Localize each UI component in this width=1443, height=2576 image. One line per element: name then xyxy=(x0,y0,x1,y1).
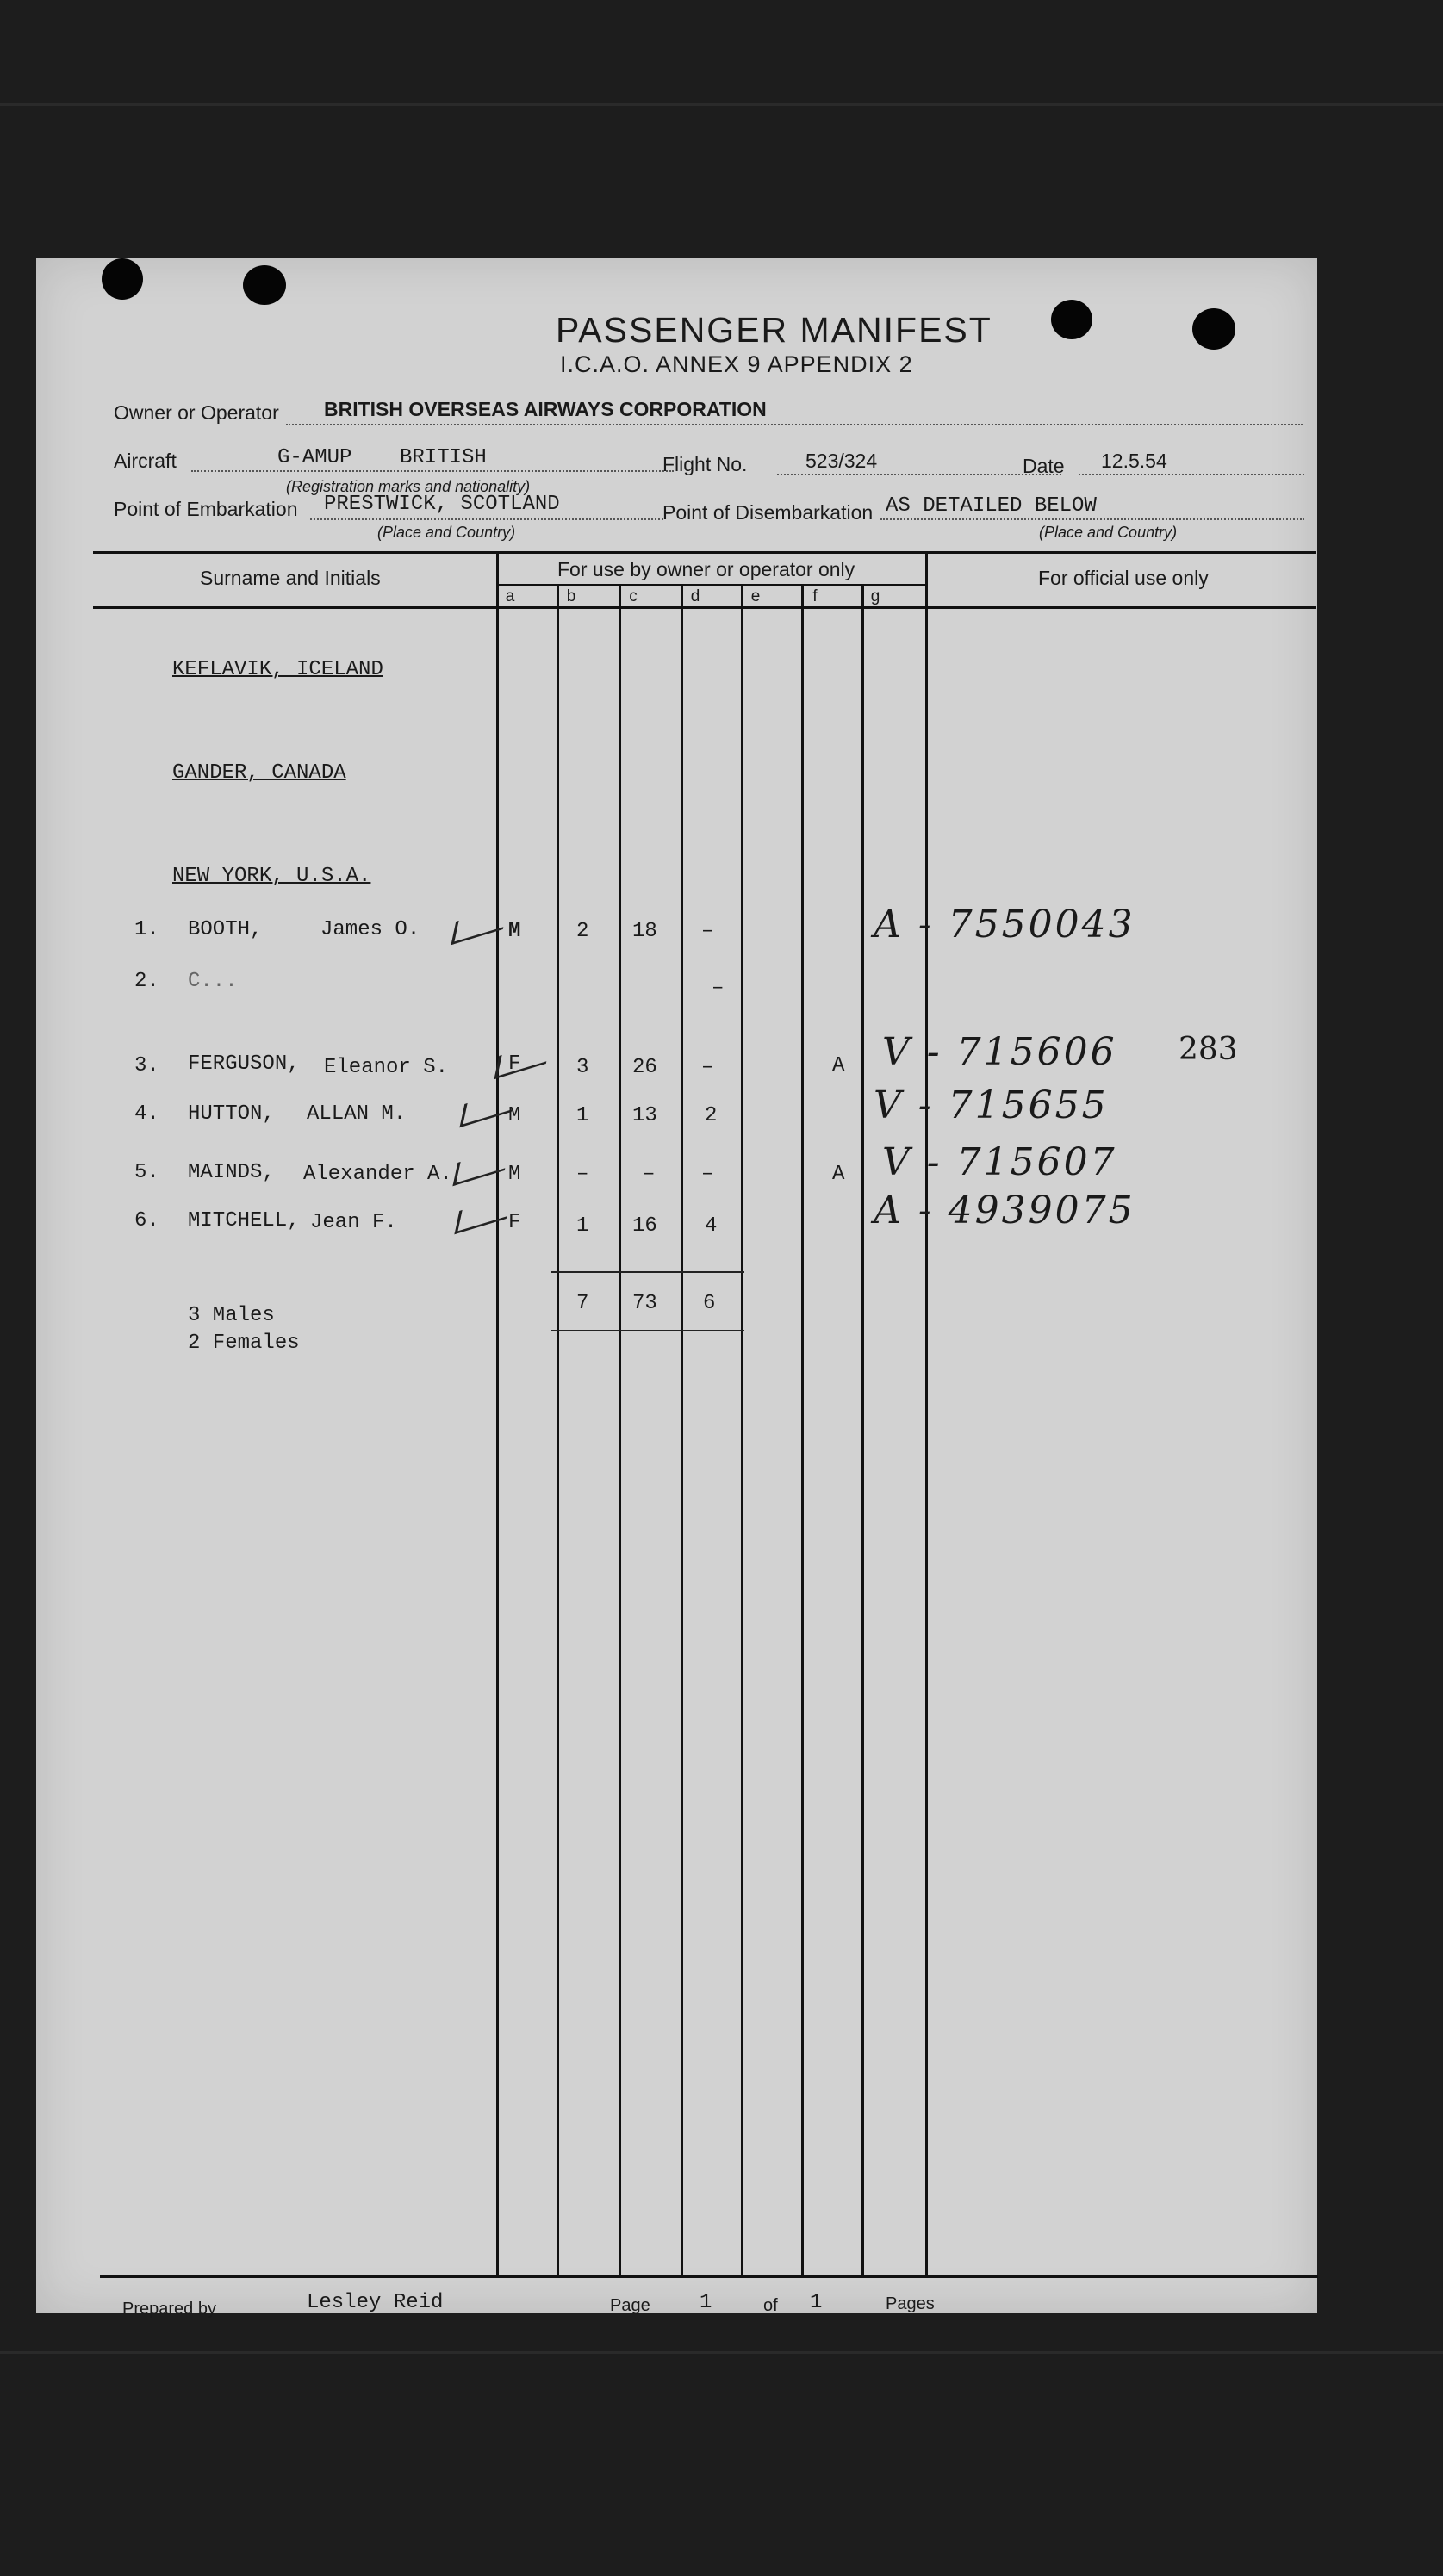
total-b: 7 xyxy=(576,1292,589,1315)
date-value: 12.5.54 xyxy=(1101,450,1167,472)
cell-c: 18 xyxy=(632,920,657,943)
cell-a: M xyxy=(508,920,521,943)
row-number: 1. xyxy=(134,918,159,941)
aircraft-nationality: BRITISH xyxy=(400,446,487,469)
col-d-header: d xyxy=(690,587,700,605)
passenger-given-name: Jean F. xyxy=(310,1211,397,1234)
check-mark xyxy=(451,906,507,945)
row-number: 2. xyxy=(134,970,159,993)
aircraft-label: Aircraft xyxy=(114,450,177,472)
total-c: 73 xyxy=(632,1292,657,1315)
embarkation-value: PRESTWICK, SCOTLAND xyxy=(324,493,560,516)
cell-b: 1 xyxy=(576,1104,589,1127)
official-number: V - 715606 xyxy=(882,1030,1117,1074)
passenger-given-name: Eleanor S. xyxy=(324,1056,449,1079)
col-surname-header: Surname and Initials xyxy=(200,567,381,589)
flight-value: 523/324 xyxy=(805,450,878,472)
col-rule xyxy=(741,584,743,2277)
page-label: Page xyxy=(610,2296,650,2315)
col-b-header: b xyxy=(566,587,576,605)
passenger-surname: MITCHELL, xyxy=(188,1209,300,1232)
pages-label: Pages xyxy=(886,2294,935,2313)
scan-artifact xyxy=(0,103,1443,106)
cell-a: F xyxy=(508,1052,521,1076)
scan-artifact xyxy=(0,2351,1443,2354)
col-rule xyxy=(496,551,499,2277)
col-f-header: f xyxy=(812,587,818,605)
ink-blot xyxy=(1192,308,1235,350)
col-rule xyxy=(619,584,621,2277)
destination-heading: NEW YORK, U.S.A. xyxy=(172,865,371,888)
flight-line xyxy=(777,474,1061,475)
cell-b: – xyxy=(576,1163,589,1186)
embarkation-note: (Place and Country) xyxy=(377,524,516,541)
embarkation-line xyxy=(310,518,663,520)
passenger-surname: BOOTH, xyxy=(188,918,263,941)
col-rule xyxy=(801,584,804,2277)
col-rule xyxy=(557,584,559,2277)
flight-label: Flight No. xyxy=(662,453,748,475)
aircraft-line xyxy=(191,470,674,472)
owner-line xyxy=(286,424,1303,425)
cell-c: 13 xyxy=(632,1104,657,1127)
ink-blot xyxy=(1051,300,1092,339)
col-e-header: e xyxy=(750,587,761,605)
prepared-label: Prepared by xyxy=(122,2300,216,2318)
table-top-rule xyxy=(93,551,1316,554)
owner-value: BRITISH OVERSEAS AIRWAYS CORPORATION xyxy=(324,398,767,420)
row-number: 5. xyxy=(134,1161,159,1184)
date-label: Date xyxy=(1023,455,1065,477)
cell-c: 26 xyxy=(632,1056,657,1079)
passenger-surname: FERGUSON, xyxy=(188,1052,300,1076)
page-total: 1 xyxy=(810,2291,823,2314)
cell-d: 4 xyxy=(705,1214,718,1238)
cell-d: – xyxy=(712,977,725,1000)
official-number: A - 4939075 xyxy=(874,1189,1135,1232)
cell-f: A xyxy=(832,1163,845,1186)
totals-top-rule xyxy=(551,1271,744,1273)
prepared-by: Lesley Reid xyxy=(307,2291,444,2314)
col-a-header: a xyxy=(505,587,515,605)
destination-heading: GANDER, CANADA xyxy=(172,761,346,785)
cell-b: 3 xyxy=(576,1056,589,1079)
col-rule xyxy=(861,584,864,2277)
date-line xyxy=(1079,474,1304,475)
embarkation-label: Point of Embarkation xyxy=(114,498,298,520)
totals-bottom-rule xyxy=(551,1330,744,1331)
manifest-page xyxy=(36,258,1317,2318)
passenger-given-name: Alexander A. xyxy=(303,1163,452,1186)
page-number: 1 xyxy=(700,2291,712,2314)
official-number: A - 7550043 xyxy=(874,903,1135,947)
passenger-given-name: ALLAN M. xyxy=(307,1102,407,1126)
row-number: 6. xyxy=(134,1209,159,1232)
row-number: 4. xyxy=(134,1102,159,1126)
cell-d: 2 xyxy=(705,1104,718,1127)
cell-f: A xyxy=(832,1054,845,1077)
destination-heading: KEFLAVIK, ICELAND xyxy=(172,658,383,681)
official-number: V - 715655 xyxy=(874,1083,1109,1127)
header-bottom-rule xyxy=(93,606,1316,609)
disembarkation-label: Point of Disembarkation xyxy=(662,501,874,524)
cell-d: – xyxy=(701,1163,714,1186)
of-label: of xyxy=(763,2296,778,2315)
cell-a: M xyxy=(508,1163,521,1186)
summary-males: 3 Males xyxy=(188,1304,275,1327)
check-mark xyxy=(454,1195,511,1234)
disembarkation-note: (Place and Country) xyxy=(1039,524,1178,541)
cell-a: F xyxy=(508,1211,521,1234)
cell-a: M xyxy=(508,1104,521,1127)
col-g-header: g xyxy=(870,587,880,605)
col-rule xyxy=(925,551,928,2277)
cell-c: 16 xyxy=(632,1214,657,1238)
disembarkation-line xyxy=(880,518,1304,520)
aircraft-value: G-AMUP xyxy=(277,446,352,469)
ink-blot xyxy=(243,265,286,305)
passenger-surname: MAINDS, xyxy=(188,1161,275,1184)
cell-b: 2 xyxy=(576,920,589,943)
side-number: 283 xyxy=(1179,1032,1238,1067)
aircraft-note: (Registration marks and nationality) xyxy=(286,478,531,495)
check-mark xyxy=(494,1040,550,1079)
check-mark xyxy=(452,1147,509,1186)
owner-label: Owner or Operator xyxy=(114,401,279,424)
col-c-header: c xyxy=(629,587,638,605)
cell-c: – xyxy=(643,1163,656,1186)
summary-females: 2 Females xyxy=(188,1331,300,1355)
cell-d: – xyxy=(701,1056,714,1079)
row-number: 3. xyxy=(134,1054,159,1077)
passenger-surname: C... xyxy=(188,970,238,993)
cell-b: 1 xyxy=(576,1214,589,1238)
col-official-header: For official use only xyxy=(1038,567,1209,589)
footer-rule xyxy=(100,2275,1318,2278)
page-subtitle: I.C.A.O. ANNEX 9 APPENDIX 2 xyxy=(560,351,913,377)
total-d: 6 xyxy=(703,1292,716,1315)
passenger-given-name: James O. xyxy=(320,918,420,941)
col-owner-header: For use by owner or operator only xyxy=(557,558,855,580)
disembarkation-value: AS DETAILED BELOW xyxy=(886,494,1097,518)
page-title: PASSENGER MANIFEST xyxy=(556,310,992,350)
cell-d: – xyxy=(701,920,714,943)
official-number: V - 715607 xyxy=(882,1140,1117,1184)
passenger-surname: HUTTON, xyxy=(188,1102,275,1126)
col-rule xyxy=(681,584,683,2277)
ink-blot xyxy=(102,258,143,300)
